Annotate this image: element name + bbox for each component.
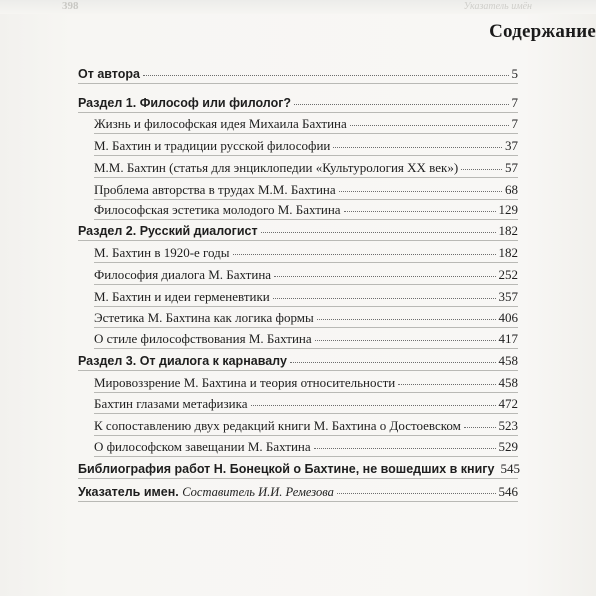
toc-entry: [94, 375, 518, 390]
row-divider: [78, 370, 518, 371]
row-divider: [78, 112, 518, 113]
row-divider: [94, 262, 518, 263]
show-through-running-head: Указатель имён: [463, 1, 532, 12]
dot-leader: [339, 191, 502, 192]
dot-leader: [337, 493, 496, 494]
toc-page-number: 182: [498, 223, 518, 238]
dot-leader: [233, 254, 496, 255]
toc-section-entry: [78, 223, 518, 239]
toc-page-number: 57: [505, 160, 518, 175]
row-divider: [94, 348, 518, 349]
toc-entry: [94, 331, 518, 346]
row-divider: [94, 456, 518, 457]
dot-leader: [274, 276, 495, 277]
toc-entry-title: О философском завещании М. Бахтина: [94, 439, 311, 454]
toc-entry-title: Эстетика М. Бахтина как логика формы: [94, 310, 314, 325]
toc-entry-title: М.М. Бахтин (статья для энциклопедии «Культурология XX век»): [94, 160, 459, 175]
toc-entry: [94, 310, 518, 325]
dot-leader: [273, 298, 496, 299]
toc-section-entry: [78, 95, 518, 111]
toc-entry: [94, 418, 518, 433]
toc-entry: [94, 396, 518, 411]
toc-entry-title: Указатель имен. Составитель И.И. Ремезова: [78, 485, 334, 499]
row-divider: [94, 327, 518, 328]
toc-entry: [94, 138, 518, 153]
toc-entry-title: Раздел 1. Философ или филолог?: [78, 96, 292, 110]
toc-page-number: 458: [498, 353, 518, 368]
row-divider: [94, 306, 518, 307]
row-divider: [78, 478, 518, 479]
toc-entry-title: Бахтин глазами метафизика: [94, 396, 248, 411]
toc-entry-title: Мировоззрение М. Бахтина и теория относительности: [94, 375, 396, 390]
toc-section-entry: [78, 461, 518, 477]
dot-leader: [290, 362, 496, 363]
toc-entry-title: К сопоставлению двух редакций книги М. Бахтина о Достоевском: [94, 418, 461, 433]
row-divider: [78, 83, 518, 84]
dot-leader: [261, 232, 496, 233]
dot-leader: [314, 448, 496, 449]
toc-entry-title: Раздел 3. От диалога к карнавалу: [78, 354, 287, 368]
toc-section-entry: [78, 66, 518, 82]
toc-entry-title: Жизнь и философская идея Михаила Бахтина: [94, 116, 347, 131]
toc-page-number: 458: [498, 375, 518, 390]
toc-entry: [94, 245, 518, 260]
toc-page-number: 406: [498, 310, 518, 325]
dot-leader: [317, 319, 496, 320]
row-divider: [94, 413, 518, 414]
dot-leader: [294, 104, 508, 105]
toc-entry-title: Философия диалога М. Бахтина: [94, 267, 272, 282]
row-divider: [94, 219, 518, 220]
toc-page-number: 7: [511, 95, 518, 110]
dot-leader: [461, 169, 502, 170]
toc-entry: [94, 182, 518, 197]
toc-page-number: 129: [498, 202, 518, 217]
toc-page-number: 37: [505, 138, 518, 153]
row-divider: [94, 435, 518, 436]
toc-entry-title: Проблема авторства в трудах М.М. Бахтина: [94, 182, 336, 197]
dot-leader: [333, 147, 502, 148]
toc-page-number: 357: [498, 289, 518, 304]
toc-section-entry: [78, 353, 518, 369]
toc-page-number: 545: [500, 461, 520, 476]
toc-entry: [94, 160, 518, 175]
dot-leader: [398, 384, 495, 385]
toc-page-number: 5: [511, 66, 518, 81]
row-divider: [94, 133, 518, 134]
toc-entry: [94, 439, 518, 454]
toc-entry-title: Раздел 2. Русский диалогист: [78, 224, 258, 238]
dot-leader: [350, 125, 509, 126]
toc-page-number: 546: [498, 484, 518, 499]
row-divider: [94, 177, 518, 178]
row-divider: [94, 284, 518, 285]
toc-page-number: 252: [498, 267, 518, 282]
toc-page-number: 7: [511, 116, 518, 131]
dot-leader: [344, 211, 496, 212]
dot-leader: [251, 405, 496, 406]
dot-leader: [143, 75, 509, 76]
toc-page-number: 417: [498, 331, 518, 346]
row-divider: [78, 240, 518, 241]
toc-entry-title: М. Бахтин в 1920-е годы: [94, 245, 230, 260]
toc-entry-title: М. Бахтин и идеи герменевтики: [94, 289, 270, 304]
toc-entry-title: Библиография работ Н. Бонецкой о Бахтине, не вошедших в книгу: [78, 462, 495, 476]
row-divider: [94, 199, 518, 200]
toc-entry: [94, 289, 518, 304]
toc-entry-subtitle: Составитель И.И. Ремезова: [182, 485, 334, 499]
dot-leader: [464, 427, 496, 428]
row-divider: [94, 155, 518, 156]
toc-entry: [94, 116, 518, 131]
page-title: Содержание: [489, 21, 596, 42]
toc-page-number: 472: [498, 396, 518, 411]
toc-entry-title: О стиле философствования М. Бахтина: [94, 331, 312, 346]
toc-page-number: 523: [498, 418, 518, 433]
dot-leader: [315, 340, 496, 341]
toc-page-number: 68: [505, 182, 518, 197]
toc-entry: [94, 267, 518, 282]
toc-section-entry: [78, 484, 518, 500]
toc-entry: [94, 202, 518, 217]
row-divider: [94, 392, 518, 393]
toc-entry-title: М. Бахтин и традиции русской философии: [94, 138, 331, 153]
toc-entry-title: От автора: [78, 67, 140, 81]
toc-page-number: 182: [498, 245, 518, 260]
toc-entry-title: Философская эстетика молодого М. Бахтина: [94, 202, 341, 217]
show-through-page-number: 398: [62, 0, 79, 12]
row-divider: [78, 501, 518, 502]
toc-page-number: 529: [498, 439, 518, 454]
